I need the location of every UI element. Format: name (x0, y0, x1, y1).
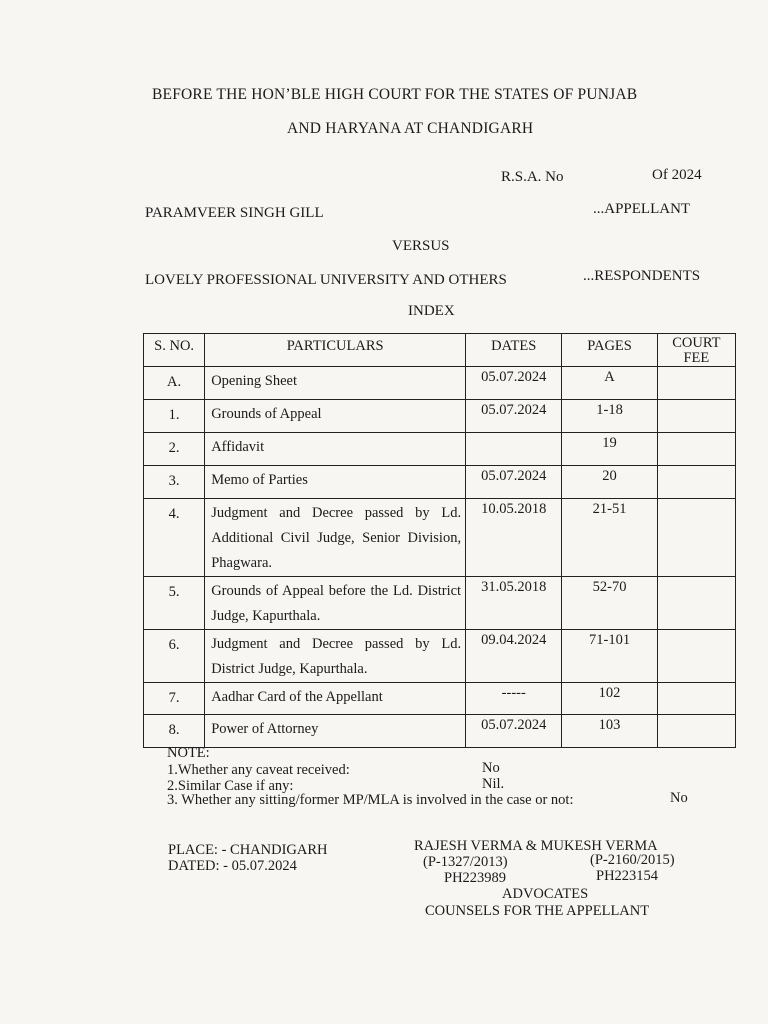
row-sno: 7. (144, 683, 205, 715)
row-sno: 4. (144, 499, 205, 577)
row-date: 10.05.2018 (466, 499, 562, 577)
table-row (144, 577, 736, 630)
note-a1: No (482, 760, 500, 776)
row-pages: 103 (562, 715, 657, 748)
table-row (144, 499, 736, 577)
table-row (144, 630, 736, 683)
table-header-row (144, 334, 736, 367)
row-court-fee (657, 715, 735, 748)
note-a2: Nil. (482, 776, 505, 792)
row-court-fee (657, 466, 735, 499)
row-date: ----- (466, 683, 562, 715)
row-date: 05.07.2024 (466, 400, 562, 433)
row-court-fee (657, 577, 735, 630)
row-date (466, 433, 562, 466)
table-row (144, 367, 736, 400)
row-court-fee (657, 630, 735, 683)
row-date: 05.07.2024 (466, 466, 562, 499)
note-q3: 3. Whether any sitting/former MP/MLA is involved in the case or not: (167, 792, 574, 808)
row-court-fee (657, 499, 735, 577)
row-particulars: Grounds of Appeal before the Ld. District Judge, Kapurthala. (205, 577, 466, 630)
table-row (144, 715, 736, 748)
row-particulars: Memo of Parties (205, 466, 466, 499)
advocate-ph-2: PH223154 (596, 868, 659, 884)
row-court-fee (657, 683, 735, 715)
row-date: 05.07.2024 (466, 715, 562, 748)
header-particulars: PARTICULARS (205, 334, 466, 367)
advocate-reg-1: (P-1327/2013) (423, 854, 508, 870)
row-pages: 102 (562, 683, 657, 715)
advocates-title: ADVOCATES (502, 886, 589, 902)
row-sno: 6. (144, 630, 205, 683)
court-heading-line2: AND HARYANA AT CHANDIGARH (287, 120, 534, 137)
table-row (144, 433, 736, 466)
court-heading-line1: BEFORE THE HON’BLE HIGH COURT FOR THE STATES OF PUNJAB (152, 86, 638, 103)
table-row (144, 400, 736, 433)
versus-label: VERSUS (392, 238, 450, 254)
row-date: 31.05.2018 (466, 577, 562, 630)
row-sno: 1. (144, 400, 205, 433)
rsa-number-label: R.S.A. No (501, 169, 564, 185)
row-particulars: Judgment and Decree passed by Ld. District Judge, Kapurthala. (205, 630, 466, 683)
row-particulars: Grounds of Appeal (205, 400, 466, 433)
row-pages: 21-51 (562, 499, 657, 577)
table-row (144, 466, 736, 499)
header-pages: PAGES (562, 334, 657, 367)
advocate-ph-1: PH223989 (444, 870, 507, 886)
note-q2: 2.Similar Case if any: (167, 778, 294, 794)
note-q1: 1.Whether any caveat received: (167, 762, 350, 778)
row-pages: 1-18 (562, 400, 657, 433)
note-a3: No (670, 790, 688, 806)
row-sno: 8. (144, 715, 205, 748)
row-sno: 3. (144, 466, 205, 499)
row-pages: 20 (562, 466, 657, 499)
row-sno: 2. (144, 433, 205, 466)
row-court-fee (657, 433, 735, 466)
row-pages: 71-101 (562, 630, 657, 683)
row-particulars: Opening Sheet (205, 367, 466, 400)
case-year: Of 2024 (652, 167, 702, 183)
row-court-fee (657, 367, 735, 400)
index-title: INDEX (408, 303, 455, 319)
note-title: NOTE: (167, 745, 210, 761)
appellant-role: ...APPELLANT (593, 201, 691, 217)
dated-label: DATED: - 05.07.2024 (168, 858, 297, 874)
appellant-name: PARAMVEER SINGH GILL (145, 205, 324, 221)
row-date: 09.04.2024 (466, 630, 562, 683)
header-dates: DATES (466, 334, 562, 367)
table-row (144, 683, 736, 715)
counsel-label: COUNSELS FOR THE APPELLANT (425, 903, 650, 919)
advocate-reg-2: (P-2160/2015) (590, 852, 675, 868)
place-label: PLACE: - CHANDIGARH (168, 842, 328, 858)
row-particulars: Affidavit (205, 433, 466, 466)
advocates-names: RAJESH VERMA & MUKESH VERMA (414, 838, 658, 854)
row-pages: 52-70 (562, 577, 657, 630)
respondent-role: ...RESPONDENTS (583, 268, 701, 284)
header-sno: S. NO. (144, 334, 205, 367)
row-court-fee (657, 400, 735, 433)
header-court-fee (657, 334, 735, 367)
row-pages: A (562, 367, 657, 400)
row-date: 05.07.2024 (466, 367, 562, 400)
row-pages: 19 (562, 433, 657, 466)
row-sno: 5. (144, 577, 205, 630)
row-particulars: Aadhar Card of the Appellant (205, 683, 466, 715)
row-particulars: Power of Attorney (205, 715, 466, 748)
respondent-name: LOVELY PROFESSIONAL UNIVERSITY AND OTHERS (145, 272, 507, 288)
header-court-fee-line1: COURT (672, 335, 721, 351)
row-sno: A. (144, 367, 205, 400)
index-table (143, 333, 736, 748)
header-court-fee-line2: FEE (683, 350, 710, 366)
row-particulars: Judgment and Decree passed by Ld. Additional Civil Judge, Senior Division, Phagwara. (205, 499, 466, 577)
